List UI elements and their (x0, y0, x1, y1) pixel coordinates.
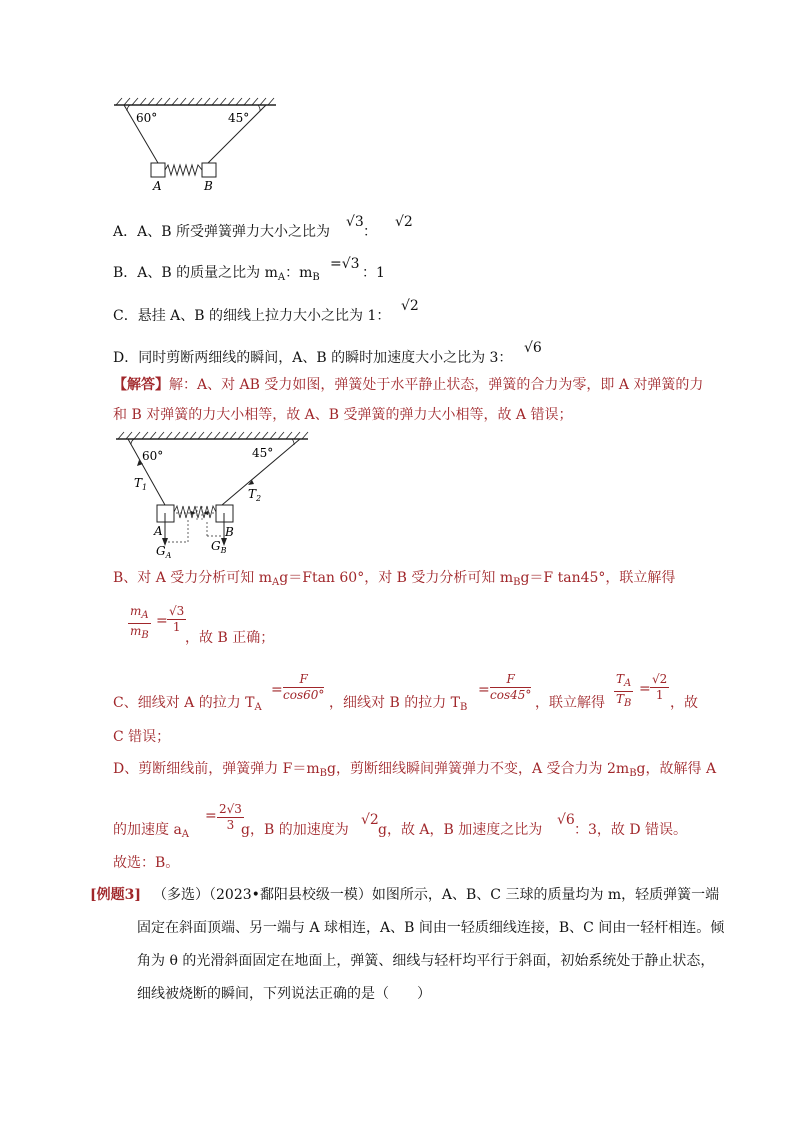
solution-tag: 【解答】 (113, 377, 169, 393)
option-a-val1: √3 (346, 214, 364, 230)
frac-ta-tb: $\frac{T_A}{T_B}$ (615, 672, 632, 709)
example3-line-1: [例题3] （多选）（2023•鄱阳县校级一模）如图所示，A、B、C 三球的质量均为 m，轻质弹簧一端 (90, 887, 720, 903)
solution-d-line-1: D、剪断细线前，弹簧弹力 $F=m_Bg$，剪断细线瞬间弹簧弹力不变，A 受合力为 $2m_Bg$，故解得 A (113, 761, 717, 779)
option-d: D．同时剪断两细线的瞬间，A、B 的瞬时加速度大小之比为 3： (113, 350, 513, 366)
example3-line-3: 角为 θ 的光滑斜面固定在地面上，弹簧、细线与轻杆均平行于斜面，初始系统处于静止状态， (137, 953, 715, 969)
frac-mass-ratio: $\frac{m_A}{m_B}$ (129, 604, 149, 641)
c-eq1: = (271, 682, 283, 698)
option-a-val2: √2 (395, 214, 413, 230)
figure-force-analysis (112, 430, 312, 560)
solution-d-line-2: 的加速度 $a_A$ (113, 822, 190, 840)
solution-line-1: 【解答】解：A、对 AB 受力如图，弹簧处于水平静止状态，弹簧的合力为零，即 A 对弹簧的力 (113, 377, 704, 393)
fig2-label-b: B (225, 525, 234, 539)
option-a-sep: ： (363, 224, 377, 240)
solution-b-conclude: ，故 B 正确； (185, 630, 275, 646)
solution-answer: 故选：B。 (113, 855, 180, 871)
solution-d-tail: ：3，故 D 错误。 (574, 822, 688, 838)
solution-d-g1: g，B 的加速度为 (241, 822, 349, 838)
fig1-label-a: A (153, 179, 162, 193)
frac-f-cos60: $\frac{F}{\cos 60^\circ}$ (283, 672, 325, 702)
fig2-angle-right: 45° (252, 446, 274, 460)
option-b: B．A、B 的质量之比为 $m_A$：$m_B$ (113, 265, 320, 283)
option-a: A．A、B 所受弹簧弹力大小之比为 (113, 224, 330, 240)
solution-c-line-2: C 错误； (113, 729, 171, 745)
fig2-angle-left: 60° (142, 449, 164, 463)
option-b-eq: =√3 (330, 256, 360, 272)
option-c: C．悬挂 A、B 的细线上拉力大小之比为 1： (113, 308, 391, 324)
solution-c-line-1: C、细线对 A 的拉力 $T_A$ (113, 695, 262, 713)
solution-d-sqrt2: √2 (361, 812, 379, 828)
fig1-angle-right: 45° (228, 111, 250, 125)
solution-c-mid: ，细线对 B 的拉力 $T_B$ (329, 695, 468, 713)
frac-f-cos45: $\frac{F}{\cos 45^\circ}$ (490, 672, 532, 702)
option-d-val: √6 (524, 340, 542, 356)
example3-line-4: 细线被烧断的瞬间，下列说法正确的是（ ） (137, 986, 431, 1002)
fig2-ga: $G_A$ (156, 544, 172, 560)
solution-d-g2: g，故 A，B 加速度之比为 (378, 822, 543, 838)
solution-b-line: B、对 A 受力分析可知 $m_Ag=Ftan$ 60°，对 B 受力分析可知 $m_Bg=F$ tan45°，联立解得 (113, 570, 676, 588)
c-eq2: = (478, 682, 490, 698)
c-eq3: = (639, 681, 651, 697)
solution-line-2: 和 B 对弹簧的力大小相等，故 A、B 受弹簧的弹力大小相等，故 A 错误； (113, 407, 573, 423)
option-c-val: √2 (401, 298, 419, 314)
solution-c-tail: ，故 (670, 695, 698, 711)
figure-spring-two-blocks (110, 95, 280, 195)
d-eq: = (205, 808, 217, 824)
fig2-t1: $T_1$ (134, 476, 148, 492)
solution-c-mid2: ，联立解得 (535, 695, 605, 711)
fig2-gb: $G_B$ (211, 539, 227, 555)
frac-2sqrt3-over-3: $\frac{2√3}{3}$ (219, 802, 242, 832)
frac-eq: = (156, 613, 168, 629)
frac-sqrt2-over-1: $\frac{√2}{1}$ (652, 672, 668, 702)
fig2-t2: $T_2$ (248, 487, 262, 503)
solution-d-sqrt6: √6 (557, 812, 575, 828)
example3-line-2: 固定在斜面顶端、另一端与 A 球相连，A、B 间由一轻质细线连接，B、C 间由一轻杆相连。倾 (137, 920, 725, 936)
frac-sqrt3-over-1: $\frac{√3}{1}$ (169, 604, 185, 634)
option-b-tail: ：1 (362, 265, 385, 281)
example3-tag: [例题3] (90, 887, 141, 903)
fig2-label-a: A (154, 524, 163, 538)
fig1-angle-left: 60° (136, 111, 158, 125)
fig1-label-b: B (204, 179, 213, 193)
